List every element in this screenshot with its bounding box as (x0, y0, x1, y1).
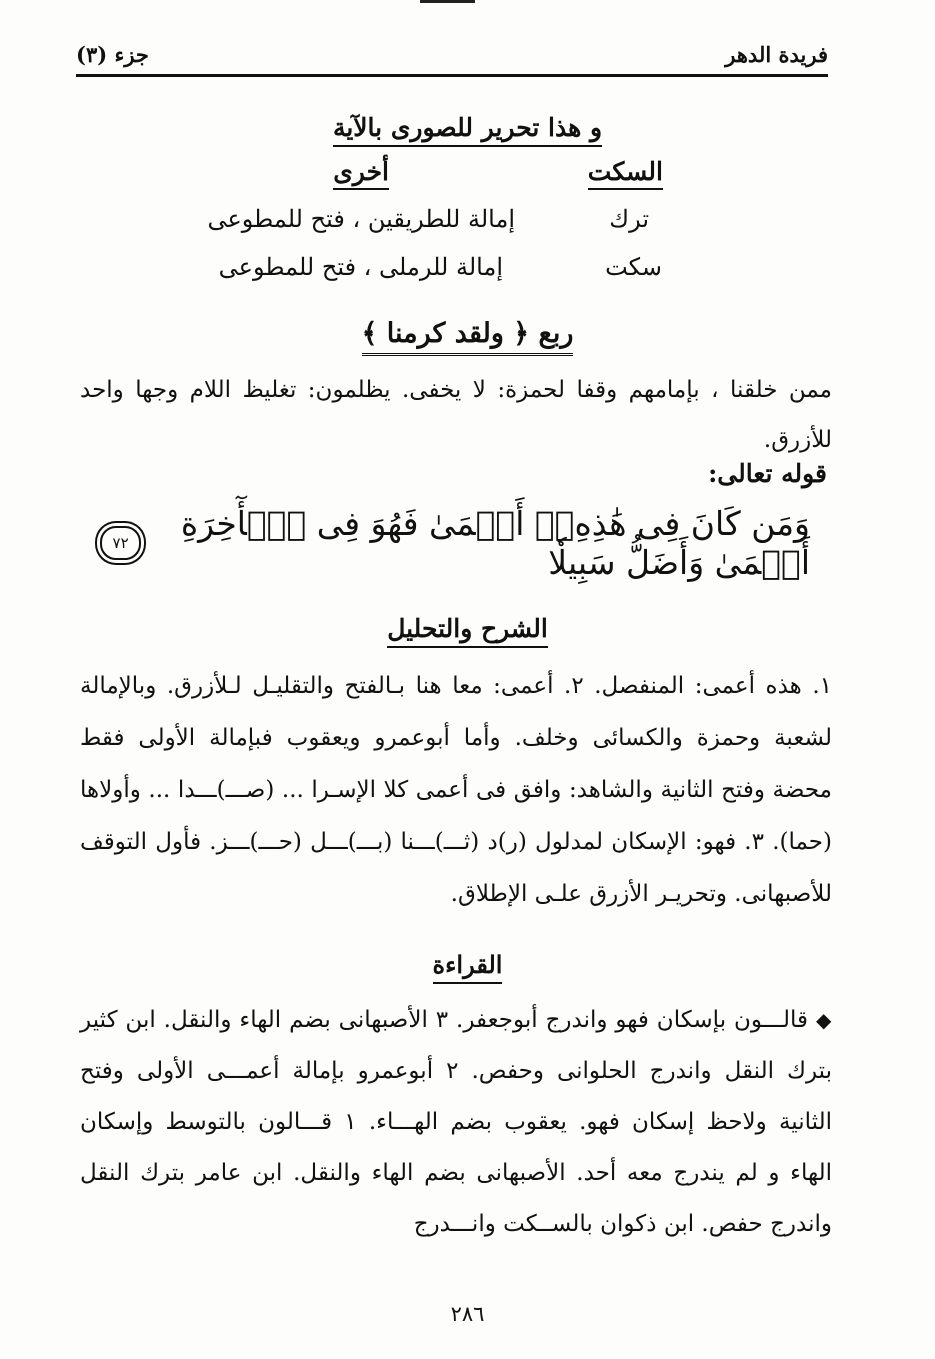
column-header-ukhra: أخرى (333, 157, 389, 186)
paragraph-sharh: ١. هذه أعمى: المنفصل. ٢. أعمى: معا هنا بـالفتح والتقليـل لـلأزرق. وبالإمالة لشعبة وحمزة والكسائى وخلف. وأما أبوعمرو ويعقوب فبإمالة الأولى فقط محضة وفتح الثانية والشاهد: وافق فى أعمى كلا الإسـرا ... (صـــ)ـــدا ... وأولاها (حما). ٣. فهو: الإسكان لمدلول (ر)د (ثـــ)ـــنا (بـــ)ـــل (حـــ)ـــز. فأول التوقف للأصبهانى. وتحريـر الأزرق علـى الإطلاق. (80, 673, 833, 907)
section-title-rub: ربع ﴿ ولقد كرمنا ﴾ (0, 318, 935, 349)
running-header (76, 36, 828, 76)
paragraph-qiraa-text: قالـــون بإسكان فهو واندرج أبوجعفر. ٣ الأصبهانى بضم الهاء والنقل. ابن كثير بترك النقل واندرج الحلوانى وحفص. ٢ أبوعمرو بإمالة أعمـــى الأولى وفتح الثانية ولاحظ إسكان فهو. يعقوب بضم الهـــاء. ١ قـــالون بالتوسط وإسكان الهاء و لم يندرج معه أحد. الأصبهانى بضم الهاء والنقل. ابن عامر بترك النقل واندرج حفص. ابن ذكوان بالســكت وانـــدرج (80, 1007, 832, 1237)
section-title-sharh: الشرح والتحليل (0, 614, 935, 643)
book-title: فريدة الدهر (725, 42, 828, 67)
header-rule (76, 74, 828, 77)
section-title-qiraa: القراءة (0, 950, 935, 979)
top-edge-mark (420, 0, 475, 3)
table-cell-sakt-1: ترك (609, 205, 649, 233)
column-header-sakt: السكت (588, 157, 663, 186)
section-title-tahrir: و هذا تحرير للصورى بالآية (0, 113, 935, 142)
verse-text: وَمَن كَانَ فِى هَٰذِهِۦٓ أَعۡمَىٰ فَهُوَ فِى ٱلۡأٓخِرَةِ أَعۡمَىٰ وَأَضَلُّ سَبِيلٗا (180, 504, 810, 582)
paragraph-rub: ممن خلقنا ، بإمامهم وقفا لحمزة: لا يخفى. يظلمون: تغليظ اللام وجها واحد للأزرق. (80, 377, 832, 453)
ayah-number-marker: ٧٢ (100, 526, 141, 560)
table-cell-ukhra-2: إمالة للرملى ، فتح للمطوعى (218, 253, 503, 281)
diamond-bullet-icon: ◆ (816, 1008, 833, 1032)
quran-verse (100, 504, 810, 582)
qawluhu-label: قوله تعالى: (708, 459, 827, 488)
table-cell-sakt-2: سكت (605, 253, 662, 281)
paragraph-qiraa (80, 995, 832, 1250)
table-cell-ukhra-1: إمالة للطريقين ، فتح للمطوعى (207, 205, 515, 233)
page-number: ٢٨٦ (450, 1302, 485, 1326)
volume-label: جزء (٣) (76, 42, 149, 67)
